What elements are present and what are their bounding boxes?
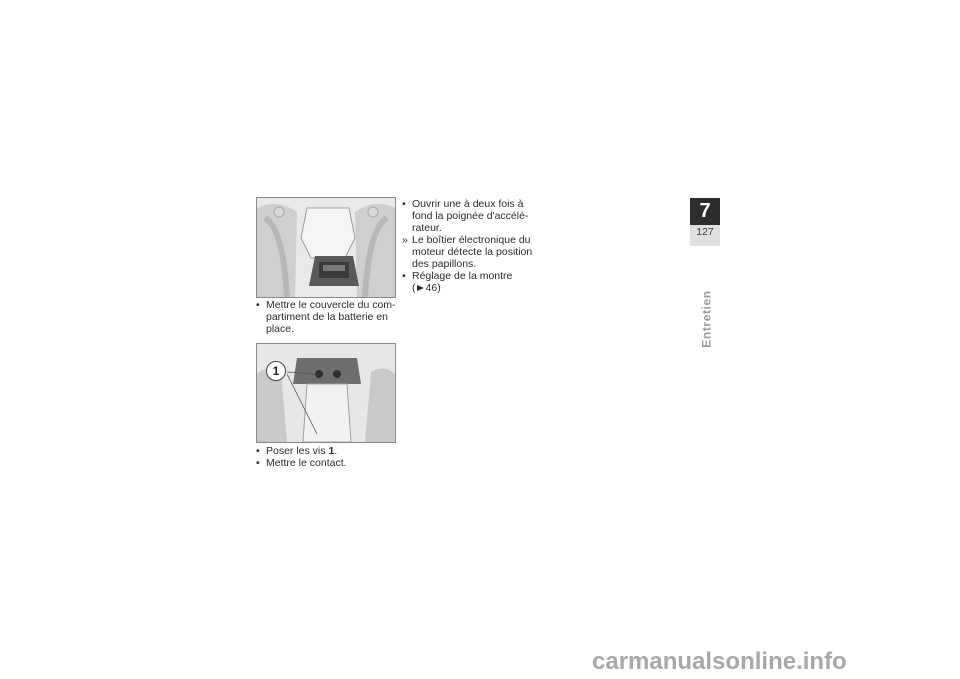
step-ignition-on <box>256 457 398 469</box>
column-right-text <box>402 198 534 294</box>
bullet: • <box>256 457 260 469</box>
section-name: Entretien <box>699 290 714 348</box>
step-install-screws <box>256 445 398 457</box>
section-label <box>690 290 720 348</box>
step-text: Le boîtier électronique du moteur détecte la position des papillons. <box>412 234 533 270</box>
result-marker: » <box>402 234 408 246</box>
step-text: Réglage de la montre <box>412 270 513 282</box>
page-ref-arrow-icon <box>417 285 424 291</box>
bullet: • <box>402 198 406 210</box>
callout-1-label: 1 <box>272 364 280 378</box>
column-left-text-1 <box>256 299 398 335</box>
page-ref-number[interactable]: 46 <box>425 282 438 294</box>
figure-battery-cover <box>256 197 396 298</box>
bullet: • <box>256 299 260 311</box>
step-ref-number: 1 <box>328 445 335 457</box>
bullet: • <box>256 445 260 457</box>
ref-close: ) <box>437 282 441 294</box>
step-text: Ouvrir une à deux fois à fond la poignée d'accélé-rateur. <box>412 198 529 234</box>
step-text: Mettre le contact. <box>266 457 347 469</box>
step-text: Mettre le couvercle du com-partiment de la batterie en place. <box>266 299 396 335</box>
page-number: 127 <box>696 226 714 238</box>
step-text: Poser les vis <box>266 445 329 457</box>
figure-screws-illustration <box>257 344 395 442</box>
watermark: carmanualsonline.info <box>592 648 847 675</box>
chapter-tab <box>690 198 720 246</box>
ref-open: ( <box>412 282 416 294</box>
column-left-text-2 <box>256 445 398 469</box>
step-text-end: . <box>334 445 338 457</box>
callout-1 <box>266 361 286 381</box>
figure-battery-cover-illustration <box>257 198 395 297</box>
step-open-throttle <box>402 198 534 234</box>
figure-screws <box>256 343 396 443</box>
step-set-clock <box>402 270 534 294</box>
bullet: • <box>402 270 406 282</box>
result-ecu-detects <box>402 234 534 270</box>
step-mount-cover <box>256 299 398 335</box>
chapter-number: 7 <box>690 198 720 225</box>
